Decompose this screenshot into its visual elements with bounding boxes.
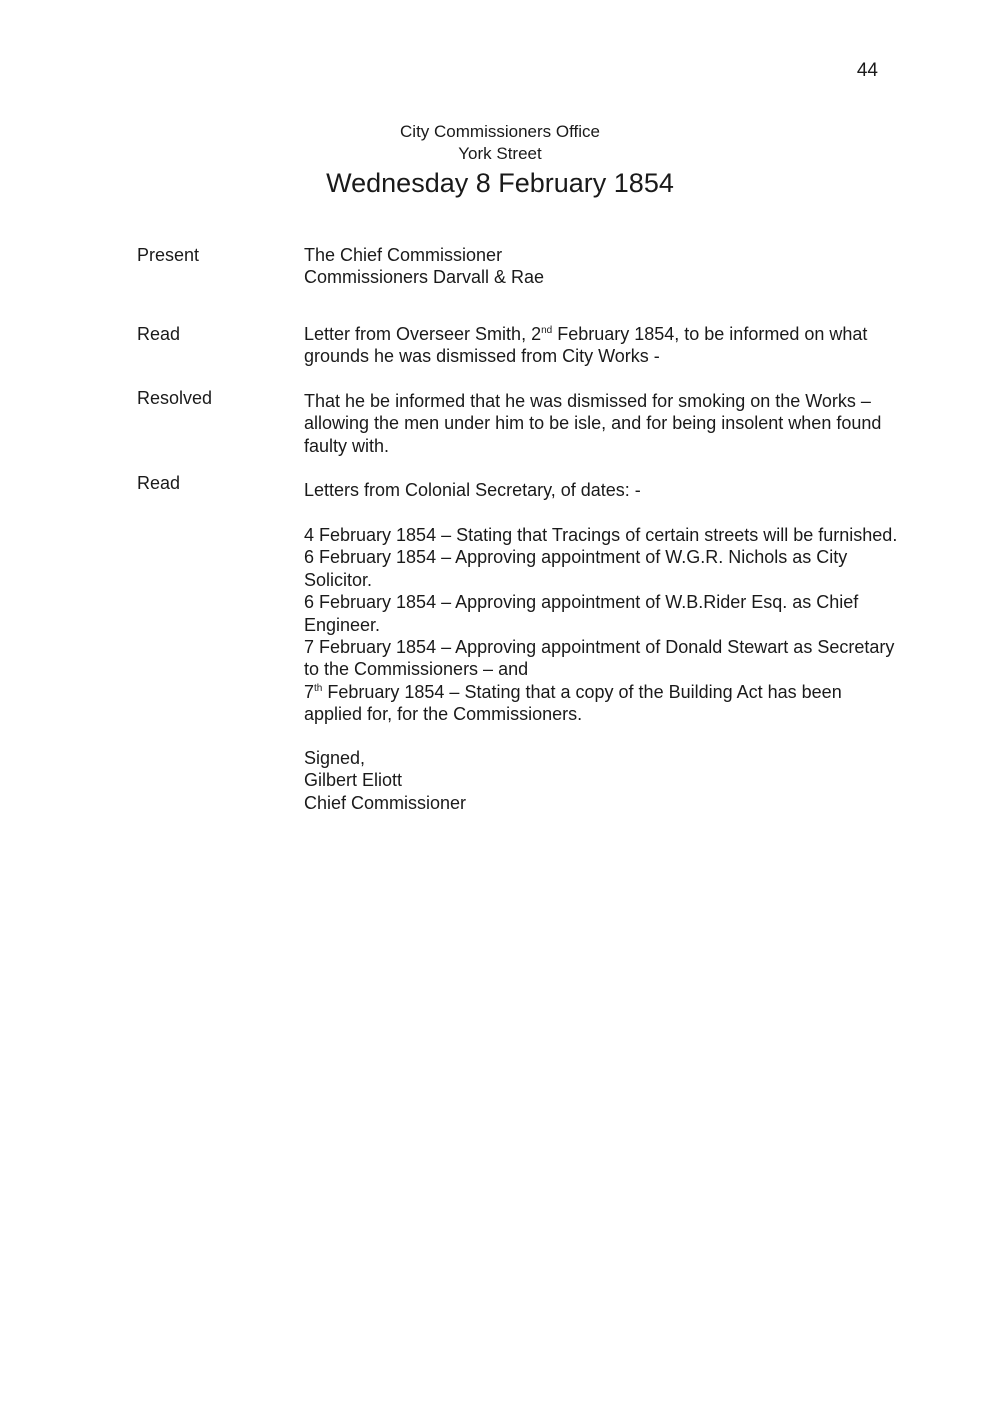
letter-entry-line: 6 February 1854 – Approving appointment of W.B.Rider Esq. as Chief bbox=[304, 592, 859, 613]
present-line: Commissioners Darvall & Rae bbox=[304, 267, 545, 288]
signature-line: Signed, bbox=[304, 748, 366, 768]
ordinal-suffix: th bbox=[314, 682, 323, 694]
resolved-line: That he be informed that he was dismissed for smoking on the Works – bbox=[304, 391, 871, 411]
resolved-line: allowing the men under him to be isle, and for being insolent when found bbox=[304, 413, 882, 434]
signature-block bbox=[304, 747, 924, 814]
read-letter-text: Letter from Overseer Smith, 2 bbox=[304, 324, 542, 344]
letters-list bbox=[304, 524, 924, 726]
letter-entry-text: February 1854 – Stating that a copy of the Building Act has been bbox=[322, 681, 842, 702]
ordinal-suffix: nd bbox=[541, 325, 553, 336]
letter-entry-text: 7 bbox=[304, 681, 315, 702]
letters-intro: Letters from Colonial Secretary, of dates: - bbox=[304, 480, 641, 500]
present-label: Present bbox=[137, 245, 200, 265]
read-letter-block bbox=[304, 323, 924, 368]
letter-entry-line: 4 February 1854 – Stating that Tracings of certain streets will be furnished. bbox=[304, 525, 898, 545]
letter-entry-line: Engineer. bbox=[304, 614, 381, 635]
read-label: Read bbox=[137, 324, 181, 344]
read-label: Read bbox=[137, 473, 181, 493]
resolved-label: Resolved bbox=[137, 388, 213, 408]
meeting-date: Wednesday 8 February 1854 bbox=[326, 168, 674, 198]
letter-entry-line: 6 February 1854 – Approving appointment of W.G.R. Nichols as City bbox=[304, 547, 848, 568]
signature-title: Chief Commissioner bbox=[304, 792, 467, 813]
read-letter-line bbox=[304, 323, 924, 345]
office-street: York Street bbox=[458, 144, 542, 163]
read-letters-intro bbox=[304, 479, 924, 501]
letter-entry-line bbox=[304, 681, 924, 703]
resolved-line: faulty with. bbox=[304, 435, 390, 456]
letter-entry-line: 7 February 1854 – Approving appointment of Donald Stewart as Secretary bbox=[304, 637, 895, 658]
letter-entry-line: to the Commissioners – and bbox=[304, 659, 529, 680]
read-letter-text: February 1854, to be informed on what bbox=[552, 324, 868, 344]
letter-entry-line: Solicitor. bbox=[304, 569, 373, 590]
page-number: 44 bbox=[856, 60, 878, 81]
resolved-block bbox=[304, 390, 924, 457]
office-name: City Commissioners Office bbox=[400, 122, 600, 141]
signature-name: Gilbert Eliott bbox=[304, 770, 403, 791]
present-line: The Chief Commissioner bbox=[304, 245, 503, 265]
read-letter-line: grounds he was dismissed from City Works - bbox=[304, 346, 660, 367]
present-block bbox=[304, 244, 924, 289]
letter-entry-line: applied for, for the Commissioners. bbox=[304, 704, 583, 725]
minutes-header bbox=[0, 121, 1000, 200]
